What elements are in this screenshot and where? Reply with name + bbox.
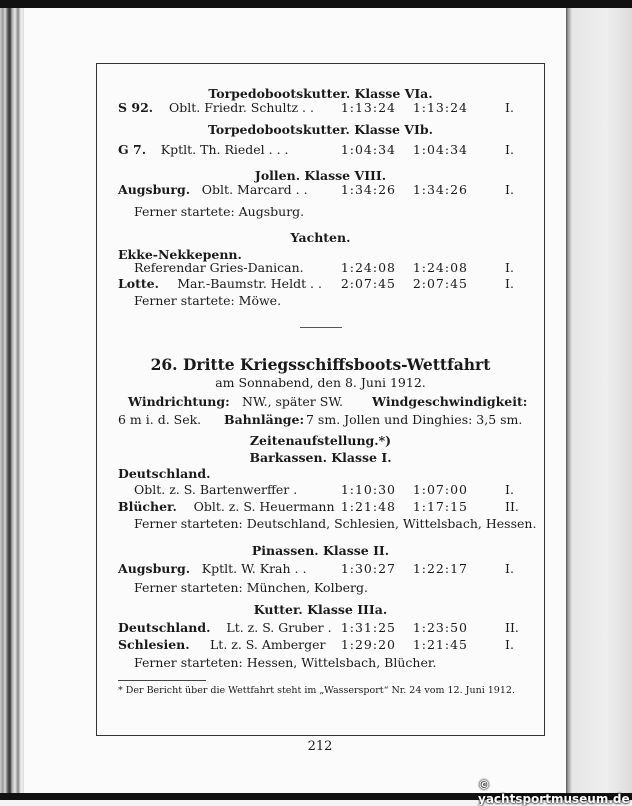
result-row bbox=[0, 142, 632, 158]
placing: I. bbox=[505, 482, 514, 497]
skipper: Kptlt. Th. Riedel . . . bbox=[160, 142, 289, 157]
placing: I. bbox=[505, 561, 514, 576]
class-heading: Jollen. Klasse VIII. bbox=[254, 168, 387, 183]
placing: II. bbox=[505, 499, 519, 514]
race-title: 26. Dritte Kriegsschiffsboots-Wettfahrt bbox=[150, 355, 491, 374]
elapsed-time: 1:21:48 bbox=[340, 499, 396, 514]
boat-name: Deutschland. bbox=[118, 466, 211, 481]
class-heading: Kutter. Klasse IIIa. bbox=[253, 602, 388, 617]
placing: I. bbox=[505, 260, 514, 275]
class-heading: Barkassen. Klasse I. bbox=[249, 450, 392, 465]
class-heading: Torpedobootskutter. Klasse VIa. bbox=[208, 86, 433, 101]
boat-name: Deutschland. bbox=[118, 620, 211, 635]
boat-name: Schlesien. bbox=[118, 637, 190, 652]
footnote-rule bbox=[118, 680, 206, 681]
placing: I. bbox=[505, 182, 514, 197]
watermark: © yachtsportmuseum.de bbox=[478, 778, 630, 806]
race-date: am Sonnabend, den 8. Juni 1912. bbox=[215, 375, 426, 390]
skipper: Oblt. Marcard . . bbox=[201, 182, 308, 197]
placing: I. bbox=[505, 637, 514, 652]
wind-direction-label: Windrichtung: bbox=[128, 394, 230, 409]
boat-name: Blücher. bbox=[118, 499, 177, 514]
corrected-time: 1:07:00 bbox=[412, 482, 468, 497]
result-row bbox=[0, 260, 632, 276]
facing-page bbox=[566, 8, 632, 793]
placing: I. bbox=[505, 276, 514, 291]
starters-note: Ferner startete: Möwe. bbox=[134, 293, 282, 308]
corrected-time: 1:23:50 bbox=[412, 620, 468, 635]
result-row bbox=[0, 100, 632, 116]
wind-direction-value: NW., später SW. bbox=[242, 394, 343, 409]
wind-speed-label: Windgeschwindigkeit: bbox=[372, 394, 528, 409]
elapsed-time: 1:29:20 bbox=[340, 637, 396, 652]
boat-name: Ekke-Nekkepenn. bbox=[118, 247, 242, 262]
course-length-label: Bahnlänge: bbox=[224, 412, 305, 427]
corrected-time: 1:21:45 bbox=[412, 637, 468, 652]
elapsed-time: 1:10:30 bbox=[340, 482, 396, 497]
boat-name: S 92. bbox=[118, 100, 154, 115]
skipper: Referendar Gries-Danican. bbox=[134, 260, 304, 275]
starters-note: Ferner startete: Augsburg. bbox=[134, 204, 305, 219]
starters-note: Ferner starteten: Deutschland, Schlesien, Wittelsbach, Hessen. bbox=[134, 516, 537, 531]
corrected-time: 1:13:24 bbox=[412, 100, 468, 115]
skipper: Oblt. z. S. Heuermann bbox=[193, 499, 335, 514]
class-heading: Pinassen. Klasse II. bbox=[251, 543, 390, 558]
result-row bbox=[0, 620, 632, 636]
result-row bbox=[0, 276, 632, 292]
scan-border-top bbox=[0, 0, 632, 8]
corrected-time: 1:17:15 bbox=[412, 499, 468, 514]
elapsed-time: 1:24:08 bbox=[340, 260, 396, 275]
corrected-time: 2:07:45 bbox=[412, 276, 468, 291]
book-page-edges bbox=[0, 8, 24, 793]
result-row bbox=[0, 561, 632, 577]
elapsed-time: 1:13:24 bbox=[340, 100, 396, 115]
corrected-time: 1:22:17 bbox=[412, 561, 468, 576]
result-row bbox=[0, 482, 632, 498]
skipper: Lt. z. S. Gruber . bbox=[226, 620, 332, 635]
boat-name: Augsburg. bbox=[118, 561, 191, 576]
placing: I. bbox=[505, 100, 514, 115]
footnote: * Der Bericht über die Wettfahrt steht im „Wassersport“ Nr. 24 vom 12. Juni 1912. bbox=[118, 685, 515, 696]
elapsed-time: 1:30:27 bbox=[340, 561, 396, 576]
course-length-value: 7 sm. Jollen und Dinghies: 3,5 sm. bbox=[306, 412, 523, 427]
skipper: Oblt. z. S. Bartenwerffer . bbox=[134, 482, 298, 497]
result-row bbox=[0, 182, 632, 198]
class-heading: Torpedobootskutter. Klasse VIb. bbox=[208, 122, 433, 137]
corrected-time: 1:24:08 bbox=[412, 260, 468, 275]
boat-name: Lotte. bbox=[118, 276, 159, 291]
skipper: Oblt. Friedr. Schultz . . bbox=[169, 100, 314, 115]
elapsed-time: 1:34:26 bbox=[340, 182, 396, 197]
elapsed-time: 1:31:25 bbox=[340, 620, 396, 635]
boat-name: G 7. bbox=[118, 142, 147, 157]
results-heading: Zeitenaufstellung.*) bbox=[249, 433, 392, 448]
elapsed-time: 1:04:34 bbox=[340, 142, 396, 157]
skipper: Mar.-Baumstr. Heldt . . bbox=[177, 276, 322, 291]
starters-note: Ferner starteten: München, Kolberg. bbox=[134, 580, 368, 595]
skipper: Lt. z. S. Amberger bbox=[210, 637, 326, 652]
page-number: 212 bbox=[307, 739, 333, 754]
starters-note: Ferner starteten: Hessen, Wittelsbach, Blücher. bbox=[134, 655, 437, 670]
corrected-time: 1:04:34 bbox=[412, 142, 468, 157]
elapsed-time: 2:07:45 bbox=[340, 276, 396, 291]
class-heading: Yachten. bbox=[290, 230, 351, 245]
result-row bbox=[0, 637, 632, 653]
placing: II. bbox=[505, 620, 519, 635]
result-row bbox=[0, 499, 632, 515]
wind-speed-value: 6 m i. d. Sek. bbox=[118, 412, 202, 427]
skipper: Kptlt. W. Krah . . bbox=[201, 561, 307, 576]
corrected-time: 1:34:26 bbox=[412, 182, 468, 197]
section-divider bbox=[300, 327, 342, 328]
boat-name: Augsburg. bbox=[118, 182, 191, 197]
placing: I. bbox=[505, 142, 514, 157]
